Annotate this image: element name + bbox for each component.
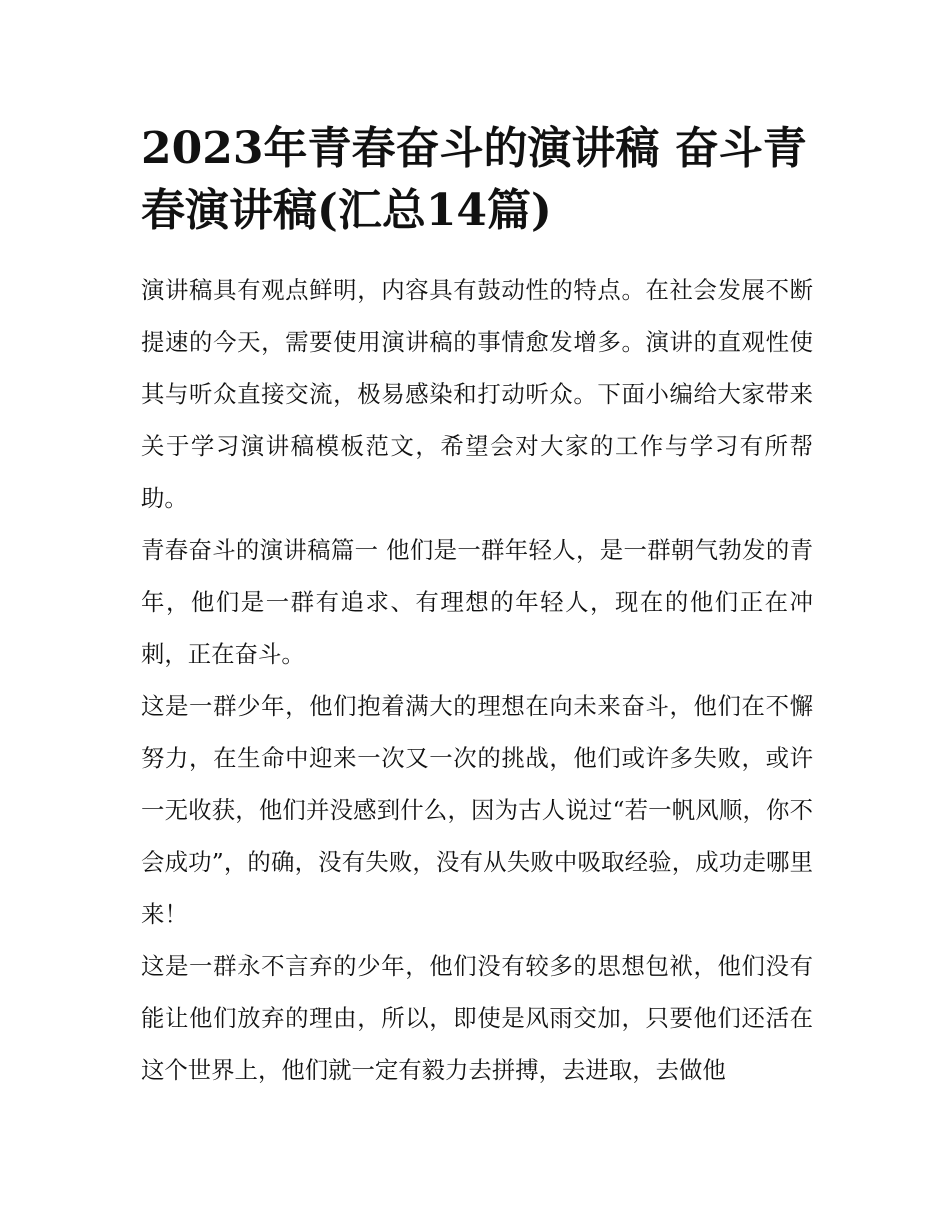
paragraph-youth-dream: 这是一群少年，他们抱着满大的理想在向未来奋斗，他们在不懈努力，在生命中迎来一次又一次的挑战，他们或许多失败，或许一无收获，他们并没感到什么，因为古人说过“若一帆风顺，你不会成功”，的确，没有失败，没有从失败中吸取经验，成功走哪里来！ — [141, 692, 813, 928]
document-title: 2023年青春奋斗的演讲稿 奋斗青春演讲稿(汇总14篇) — [141, 123, 807, 236]
paragraph-never-give-up: 这是一群永不言弃的少年，他们没有较多的思想包袱，他们没有能让他们放弃的理由，所以，即使是风雨交加，只要他们还活在这个世界上，他们就一定有毅力去拼搏，去进取，去做他 — [141, 952, 813, 1084]
document-content — [141, 118, 813, 1096]
paragraph-section-one: 青春奋斗的演讲稿篇一 他们是一群年轻人，是一群朝气勃发的青年，他们是一群有追求、有理想的年轻人，现在的他们正在冲刺，正在奋斗。 — [141, 536, 813, 668]
paragraph-intro: 演讲稿具有观点鲜明，内容具有鼓动性的特点。在社会发展不断提速的今天，需要使用演讲稿的事情愈发增多。演讲的直观性使其与听众直接交流，极易感染和打动听众。下面小编给大家带来关于学习演讲稿模板范文，希望会对大家的工作与学习有所帮助。 — [141, 276, 813, 512]
